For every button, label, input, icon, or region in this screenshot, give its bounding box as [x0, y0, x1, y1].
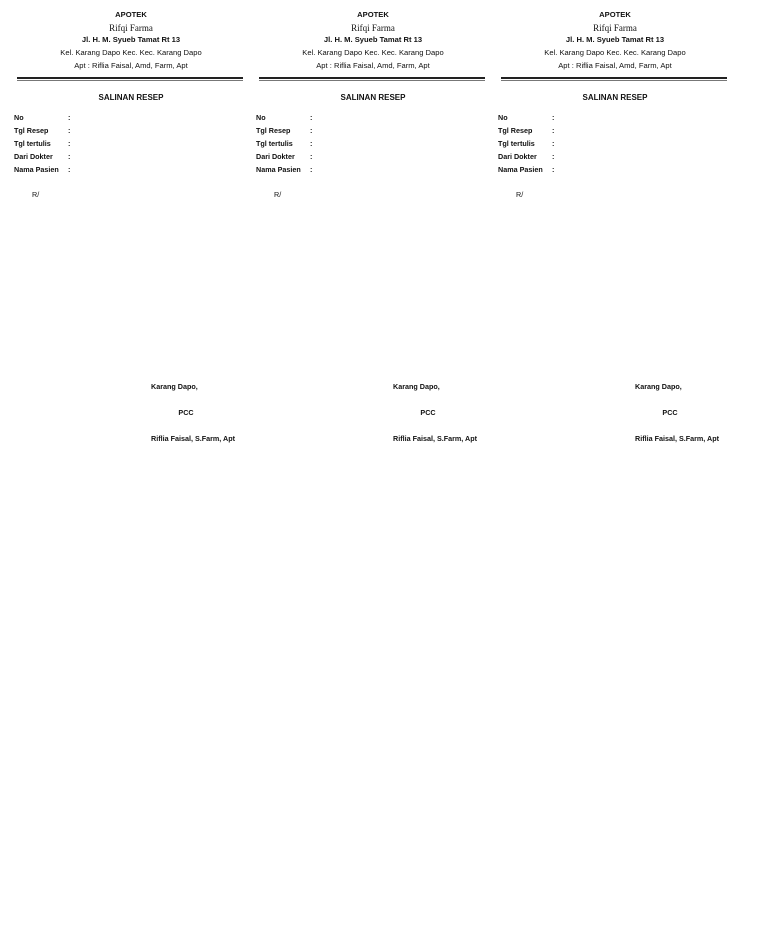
- apotek-heading: APOTEK: [599, 10, 631, 19]
- recipe-copy-1: [10, 0, 252, 460]
- pharmacy-address-line-2: Kel. Karang Dapo Kec. Kec. Karang Dapo: [60, 48, 202, 57]
- header-divider: [259, 77, 485, 79]
- field-colon: :: [310, 126, 313, 135]
- header-divider-thin: [259, 80, 485, 81]
- rx-symbol: R/: [274, 190, 282, 199]
- pharmacy-name: Rifqi Farma: [351, 23, 395, 33]
- signature-place: Karang Dapo,: [635, 382, 682, 391]
- pharmacy-address-line-1: Jl. H. M. Syueb Tamat Rt 13: [81, 35, 181, 44]
- recipe-copy-2: [252, 0, 494, 460]
- apotek-heading: APOTEK: [357, 10, 389, 19]
- signature-name: Riflia Faisal, S.Farm, Apt: [393, 434, 478, 443]
- field-label: Nama Pasien: [14, 165, 59, 174]
- field-colon: :: [68, 165, 71, 174]
- field-colon: :: [552, 113, 555, 122]
- signature-pcc: PCC: [662, 408, 678, 417]
- field-colon: :: [68, 113, 71, 122]
- field-label: Tgl tertulis: [256, 139, 293, 148]
- field-colon: :: [310, 152, 313, 161]
- pharmacy-address-line-1: Jl. H. M. Syueb Tamat Rt 13: [323, 35, 423, 44]
- signature-pcc: PCC: [420, 408, 436, 417]
- pharmacist-line: Apt : Riflia Faisal, Amd, Farm, Apt: [316, 61, 430, 70]
- field-colon: :: [310, 165, 313, 174]
- field-colon: :: [310, 113, 313, 122]
- document-title: SALINAN RESEP: [582, 93, 648, 102]
- field-label: Dari Dokter: [14, 152, 53, 161]
- field-label: Nama Pasien: [256, 165, 301, 174]
- field-label: Tgl Resep: [498, 126, 533, 135]
- field-label: Tgl tertulis: [14, 139, 51, 148]
- field-label: No: [498, 113, 508, 122]
- pharmacy-name: Rifqi Farma: [593, 23, 637, 33]
- field-colon: :: [552, 165, 555, 174]
- signature-name: Riflia Faisal, S.Farm, Apt: [635, 434, 720, 443]
- signature-name: Riflia Faisal, S.Farm, Apt: [151, 434, 236, 443]
- field-colon: :: [68, 126, 71, 135]
- field-label: Nama Pasien: [498, 165, 543, 174]
- header-divider: [501, 77, 727, 79]
- document-title: SALINAN RESEP: [340, 93, 406, 102]
- document-title: SALINAN RESEP: [98, 93, 164, 102]
- apotek-heading: APOTEK: [115, 10, 147, 19]
- field-label: Tgl tertulis: [498, 139, 535, 148]
- field-colon: :: [552, 139, 555, 148]
- pharmacy-address-line-1: Jl. H. M. Syueb Tamat Rt 13: [565, 35, 665, 44]
- field-colon: :: [552, 126, 555, 135]
- field-label: Tgl Resep: [256, 126, 291, 135]
- signature-place: Karang Dapo,: [151, 382, 198, 391]
- pharmacy-address-line-2: Kel. Karang Dapo Kec. Kec. Karang Dapo: [544, 48, 686, 57]
- field-label: Tgl Resep: [14, 126, 49, 135]
- rx-symbol: R/: [32, 190, 40, 199]
- signature-place: Karang Dapo,: [393, 382, 440, 391]
- field-label: Dari Dokter: [256, 152, 295, 161]
- pharmacy-address-line-2: Kel. Karang Dapo Kec. Kec. Karang Dapo: [302, 48, 444, 57]
- rx-symbol: R/: [516, 190, 524, 199]
- field-label: No: [256, 113, 266, 122]
- header-divider-thin: [17, 80, 243, 81]
- header-divider-thin: [501, 80, 727, 81]
- pharmacy-name: Rifqi Farma: [109, 23, 153, 33]
- recipe-copy-3: [494, 0, 736, 460]
- field-colon: :: [310, 139, 313, 148]
- field-colon: :: [552, 152, 555, 161]
- signature-pcc: PCC: [178, 408, 194, 417]
- field-label: No: [14, 113, 24, 122]
- header-divider: [17, 77, 243, 79]
- field-label: Dari Dokter: [498, 152, 537, 161]
- pharmacist-line: Apt : Riflia Faisal, Amd, Farm, Apt: [558, 61, 672, 70]
- field-colon: :: [68, 139, 71, 148]
- field-colon: :: [68, 152, 71, 161]
- pharmacist-line: Apt : Riflia Faisal, Amd, Farm, Apt: [74, 61, 188, 70]
